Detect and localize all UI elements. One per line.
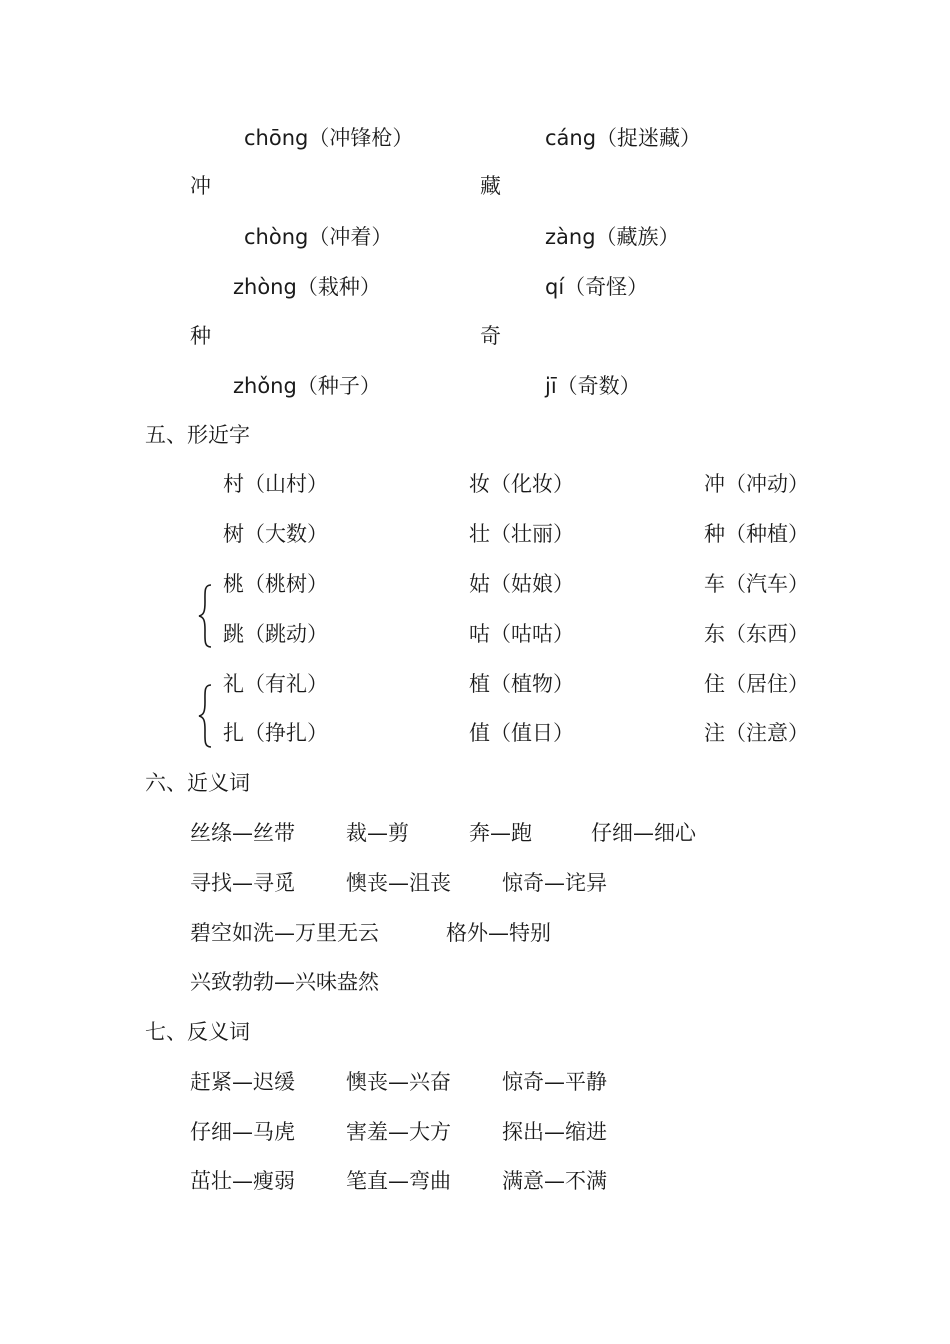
synonym-pair: 兴致勃勃—兴味盎然	[190, 970, 379, 994]
pinyin-chong-top: chōng（冲锋枪）	[244, 126, 414, 150]
char-qi: 奇	[480, 324, 501, 348]
synonym-pair: 丝绦—丝带	[190, 821, 295, 845]
similar-char-item: 住（居住）	[704, 672, 809, 696]
synonym-pair: 奔—跑	[469, 821, 532, 845]
similar-char-item: 跳（跳动）	[223, 622, 328, 646]
section6-heading: 六、近义词	[145, 771, 250, 795]
pinyin-chong-bottom: chòng（冲着）	[244, 225, 393, 249]
similar-char-item: 壮（壮丽）	[469, 522, 574, 546]
char-zhong: 种	[190, 324, 211, 348]
synonym-pair: 碧空如洗—万里无云	[190, 921, 379, 945]
similar-char-item: 村（山村）	[223, 472, 328, 496]
similar-char-item: 咕（咕咕）	[469, 622, 574, 646]
synonym-pair: 惊奇—诧异	[502, 871, 607, 895]
pinyin-zhong-bottom: zhǒng（种子）	[233, 374, 381, 398]
pinyin-qi-top: qí（奇怪）	[545, 275, 649, 299]
brace-icon	[198, 584, 212, 648]
char-cang: 藏	[480, 174, 501, 198]
similar-char-item: 桃（桃树）	[223, 572, 328, 596]
antonym-pair: 茁壮—瘦弱	[190, 1169, 295, 1193]
antonym-pair: 惊奇—平静	[502, 1070, 607, 1094]
similar-char-item: 种（种植）	[704, 522, 809, 546]
antonym-pair: 笔直—弯曲	[346, 1169, 451, 1193]
pinyin-qi-bottom: jī（奇数）	[545, 374, 641, 398]
similar-char-item: 妆（化妆）	[469, 472, 574, 496]
similar-char-item: 值（值日）	[469, 721, 574, 745]
section7-heading: 七、反义词	[145, 1020, 250, 1044]
similar-char-item: 姑（姑娘）	[469, 572, 574, 596]
similar-char-item: 注（注意）	[704, 721, 809, 745]
char-chong: 冲	[190, 174, 211, 198]
pinyin-cang-top: cáng（捉迷藏）	[545, 126, 702, 150]
pinyin-cang-bottom: zàng（藏族）	[545, 225, 680, 249]
similar-char-item: 冲（冲动）	[704, 472, 809, 496]
synonym-pair: 格外—特别	[446, 921, 551, 945]
similar-char-item: 植（植物）	[469, 672, 574, 696]
antonym-pair: 仔细—马虎	[190, 1120, 295, 1144]
brace-icon	[198, 684, 212, 748]
section5-heading: 五、形近字	[145, 423, 250, 447]
pinyin-zhong-top: zhòng（栽种）	[233, 275, 381, 299]
similar-char-item: 车（汽车）	[704, 572, 809, 596]
similar-char-item: 东（东西）	[704, 622, 809, 646]
antonym-pair: 探出—缩进	[502, 1120, 607, 1144]
antonym-pair: 满意—不满	[502, 1169, 607, 1193]
synonym-pair: 仔细—细心	[591, 821, 696, 845]
antonym-pair: 懊丧—兴奋	[346, 1070, 451, 1094]
similar-char-item: 礼（有礼）	[223, 672, 328, 696]
similar-char-item: 扎（挣扎）	[223, 721, 328, 745]
antonym-pair: 害羞—大方	[346, 1120, 451, 1144]
antonym-pair: 赶紧—迟缓	[190, 1070, 295, 1094]
synonym-pair: 寻找—寻觅	[190, 871, 295, 895]
similar-char-item: 树（大数）	[223, 522, 328, 546]
synonym-pair: 懊丧—沮丧	[346, 871, 451, 895]
synonym-pair: 裁—剪	[346, 821, 409, 845]
